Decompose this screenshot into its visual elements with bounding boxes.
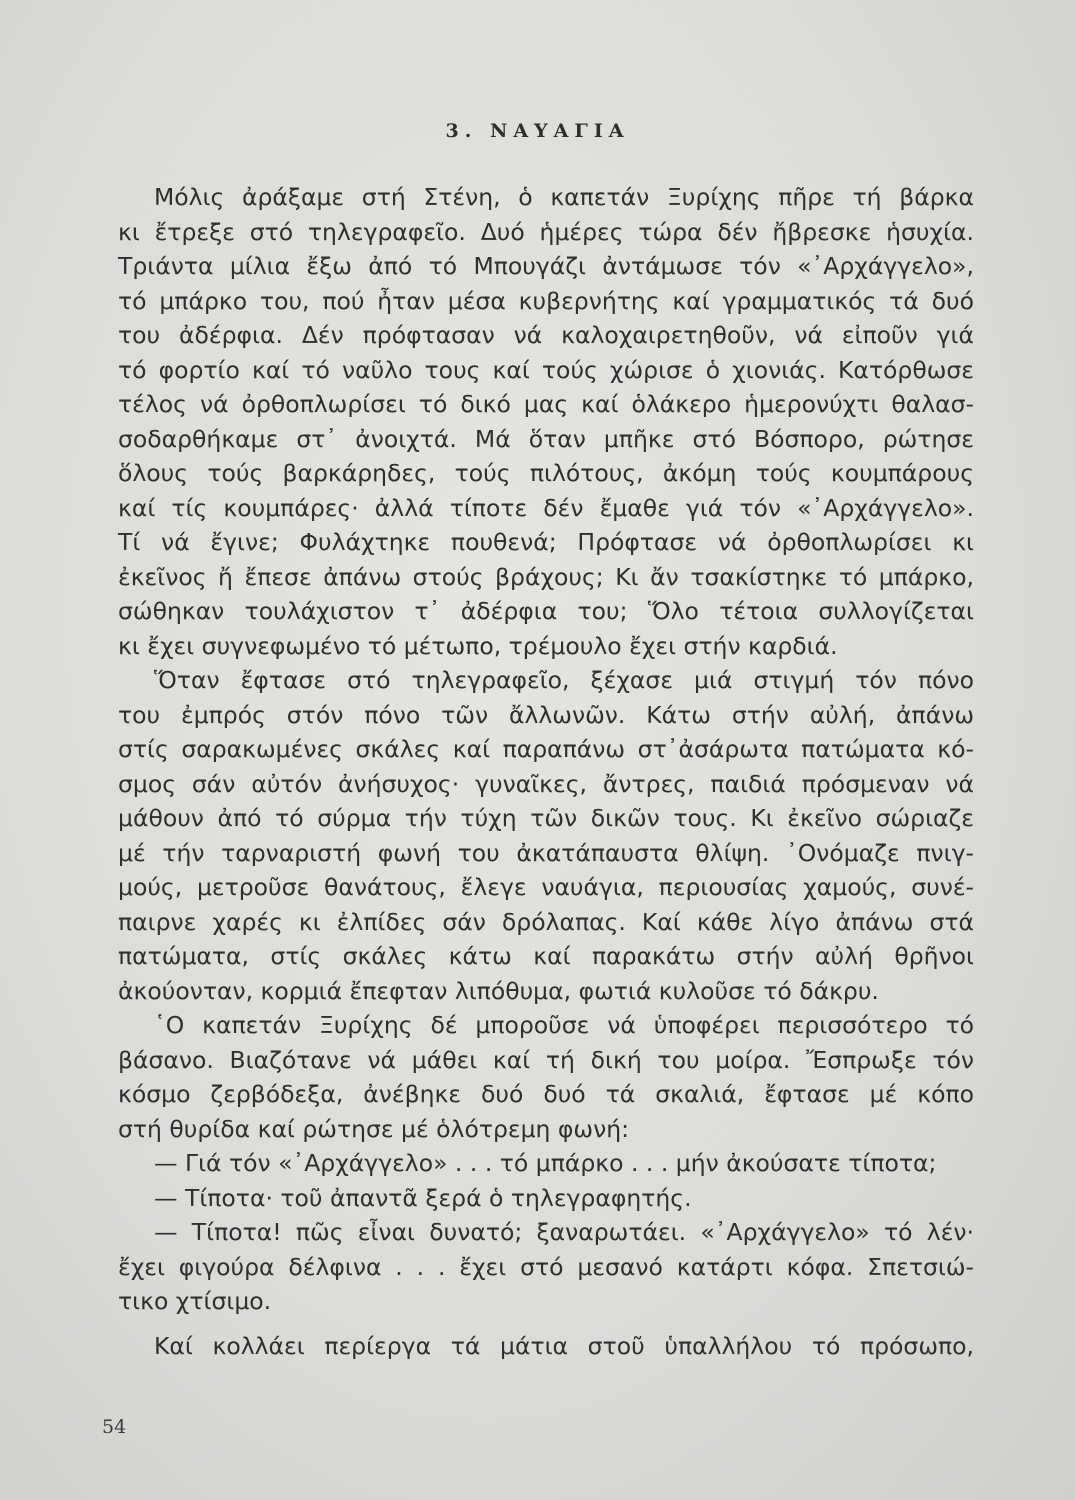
- text-line: τέλος νά ὀρθοπλωρίσει τό δικό μας καί ὁλάκερο ἡμερονύχτι θαλασ-: [118, 390, 974, 418]
- text-line: μάθουν ἀπό τό σύρμα τήν τύχη τῶν δικῶν τους. Κι ἐκεῖνο σώριαζε: [118, 804, 974, 832]
- text-line: του ἐμπρός στόν πόνο τῶν ἄλλωνῶν. Κάτω στήν αὐλή, ἀπάνω: [118, 700, 974, 729]
- text-line: παιρνε χαρές κι ἐλπίδες σάν δρόλαπας. Καί κάθε λίγο ἀπάνω στά: [118, 907, 974, 936]
- page-number: 54: [102, 1416, 127, 1438]
- text-line: ἔχει φιγούρα δέλφινα . . . ἔχει στό μεσανό κατάρτι κόφα. Σπετσιώ-: [118, 1252, 974, 1281]
- chapter-title: 3. ΝΑΥΑΓΙΑ: [445, 120, 630, 142]
- text-line: ἀκούονταν, κορμιά ἔπεφταν λιπόθυμα, φωτιά κυλοῦσε τό δάκρυ.: [118, 976, 879, 1005]
- text-line: σμος σάν αὐτόν ἀνήσυχος· γυναῖκες, ἄντρες, παιδιά πρόσμεναν νά: [118, 769, 974, 798]
- text-line: τικο χτίσιμο.: [118, 1287, 272, 1315]
- dialogue-line: — Τίποτα! πῶς εἶναι δυνατό; ξαναρωτάει. «᾿Αρχάγγελο» τό λέν·: [154, 1218, 974, 1246]
- text-line: στή θυρίδα καί ρώτησε μέ ὁλότρεμη φωνή:: [118, 1114, 630, 1143]
- text-line: ὅλους τούς βαρκάρηδες, τούς πιλότους, ἀκόμη τούς κουμπάρους: [118, 459, 974, 487]
- text-line: σοδαρθήκαμε στ᾿ ἀνοιχτά. Μά ὅταν μπῆκε στό Βόσπορο, ρώτησε: [118, 424, 974, 453]
- dialogue-line: — Τίποτα· τοῦ ἀπαντᾶ ξερά ὁ τηλεγραφητής.: [154, 1183, 692, 1212]
- text-line: Μόλις ἀράξαμε στή Στένη, ὁ καπετάν Ξυρίχης πῆρε τή βάρκα: [154, 183, 974, 211]
- text-line: ῾Ο καπετάν Ξυρίχης δέ μποροῦσε νά ὑποφέρει περισσότερο τό: [154, 1011, 974, 1039]
- text-line: του ἀδέρφια. Δέν πρόφτασαν νά καλοχαιρετηθοῦν, νά εἰποῦν γιά: [118, 321, 974, 349]
- text-line: βάσανο. Βιαζότανε νά μάθει καί τή δική του μοίρα. Ἔσπρωξε τόν: [118, 1045, 974, 1074]
- text-line: σώθηκαν τουλάχιστον τ᾿ ἀδέρφια του; Ὅλο τέτοια συλλογίζεται: [118, 597, 974, 625]
- text-line: στίς σαρακωμένες σκάλες καί παραπάνω στ᾿ἀσάρωτα πατώματα κό-: [118, 735, 974, 763]
- text-line: τό μπάρκο του, πού ἦταν μέσα κυβερνήτης καί γραμματικός τά δυό: [118, 286, 974, 315]
- text-line: κι ἔτρεξε στό τηλεγραφεῖο. Δυό ἡμέρες τώρα δέν ἤβρεσκε ἡσυχία.: [118, 217, 974, 246]
- text-line: Τριάντα μίλια ἔξω ἀπό τό Μπουγάζι ἀντάμωσε τόν «᾿Αρχάγγελο»,: [118, 252, 974, 280]
- text-line: Ὅταν ἔφτασε στό τηλεγραφεῖο, ξέχασε μιά στιγμή τόν πόνο: [154, 666, 974, 694]
- text-line: Τί νά ἔγινε; Φυλάχτηκε πουθενά; Πρόφτασε νά ὀρθοπλωρίσει κι: [118, 528, 974, 556]
- dialogue-line: — Γιά τόν «᾿Αρχάγγελο» . . . τό μπάρκο . . . μήν ἀκούσατε τίποτα;: [154, 1149, 937, 1177]
- text-line: ἐκεῖνος ἤ ἔπεσε ἀπάνω στούς βράχους; Κι ἄν τσακίστηκε τό μπάρκο,: [118, 562, 974, 591]
- text-line: μούς, μετροῦσε θανάτους, ἔλεγε ναυάγια, περιουσίας χαμούς, συνέ-: [118, 873, 974, 901]
- text-line: κόσμο ζερβόδεξα, ἀνέβηκε δυό δυό τά σκαλιά, ἔφτασε μέ κόπο: [118, 1080, 974, 1108]
- text-line: καί τίς κουμπάρες· ἀλλά τίποτε δέν ἔμαθε γιά τόν «᾿Αρχάγγελο».: [118, 493, 974, 522]
- text-line: τό φορτίο καί τό ναῦλο τους καί τούς χώρισε ὁ χιονιάς. Κατόρθωσε: [118, 355, 974, 384]
- text-line: μέ τήν ταρναριστή φωνή του ἀκατάπαυστα θλίψη. ᾿Ονόμαζε πνιγ-: [118, 838, 974, 867]
- text-line: κι ἔχει συγνεφωμένο τό μέτωπο, τρέμουλο ἔχει στήν καρδιά.: [118, 631, 838, 660]
- text-line: πατώματα, στίς σκάλες κάτω καί παρακάτω στήν αὐλή θρῆνοι: [118, 942, 974, 970]
- text-line: Καί κολλάει περίεργα τά μάτια στοῦ ὑπαλλήλου τό πρόσωπο,: [154, 1331, 974, 1360]
- body-text: [118, 180, 974, 1363]
